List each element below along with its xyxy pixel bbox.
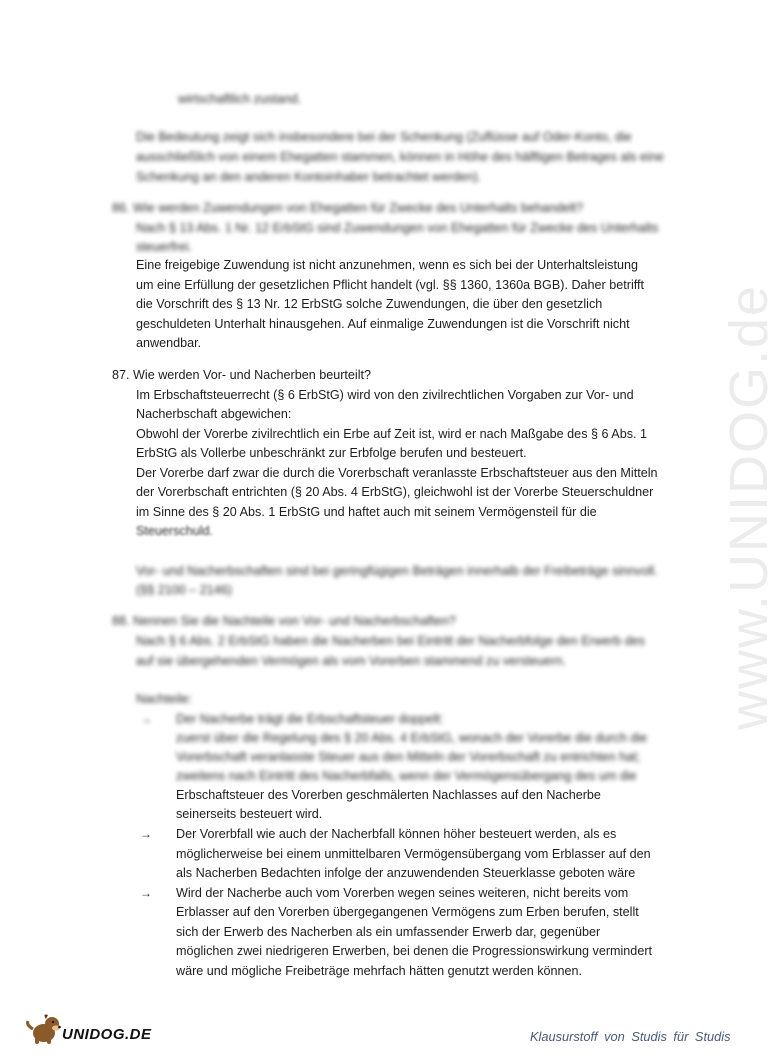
text-line: ErbStG als Vollerbe unbeschränkt zur Erbfolge berufen und besteuert.: [136, 446, 527, 460]
blurred-question-88: 88. Nennen Sie die Nachteile von Vor- und Nacherbschaften?: [112, 614, 456, 628]
arrow-icon: →: [140, 827, 152, 841]
blurred-line: zweitens nach Eintritt des Nacherbfalls, wenn der Vermögensübergang des um die: [176, 769, 637, 783]
blurred-line: Schenkung an den anderen Kontoinhaber betrachtet werden).: [136, 170, 482, 184]
text-line: im Sinne des § 20 Abs. 1 ErbStG und haftet auch mit seinem Vermögensteil für die: [136, 505, 597, 519]
blurred-line: Vor- und Nacherbschaften sind bei geringfügigen Beträgen innerhalb der Freibeträge sinnvoll.: [136, 564, 658, 578]
text-line: Eine freigebige Zuwendung ist nicht anzunehmen, wenn es sich bei der Unterhaltsleistung: [136, 258, 638, 272]
text-line: Erbschaftsteuer des Vorerben geschmälerten Nachlasses auf den Nacherbe: [176, 788, 601, 802]
blurred-line: Nach § 6 Abs. 2 ErbStG haben die Nacherben bei Eintritt der Nacherbfolge den Erwerb des: [136, 634, 645, 648]
logo-text: UNIDOG.DE: [62, 1026, 152, 1043]
text-line: wäre und mögliche Freibeträge mehrfach hätten genutzt werden können.: [176, 964, 583, 978]
text-line: seinerseits besteuert wird.: [176, 807, 323, 821]
blurred-line: Vorerbschaft veranlasste Steuer aus den Mitteln der Vorerbschaft zu entrichten hat;: [176, 750, 641, 764]
text-line: der Vorerbschaft entrichten (§ 20 Abs. 4 ErbStG), gleichwohl ist der Vorerbe Steuerschuldner: [136, 485, 654, 499]
text-line: die Vorschrift des § 13 Nr. 12 ErbStG solche Zuwendungen, die über den gesetzlich: [136, 297, 603, 311]
text-line: anwendbar.: [136, 336, 202, 350]
blurred-line: Die Bedeutung zeigt sich insbesondere bei der Schenkung (Zuflüsse auf Oder-Konto, die: [136, 130, 632, 144]
text-line: als Nacherben Bedachten infolge der anzuwendenden Steuerklasse geboten wäre: [176, 866, 636, 880]
blurred-line: Der Nacherbe trägt die Erbschaftsteuer doppelt:: [176, 712, 444, 726]
arrow-icon: →: [140, 886, 152, 900]
blurred-line: Nach § 13 Abs. 1 Nr. 12 ErbStG sind Zuwendungen von Ehegatten für Zwecke des Unterhalts: [136, 221, 659, 235]
text-line: möglicherweise bei einem unmittelbaren Vermögensübergang vom Erblasser auf den: [176, 847, 651, 861]
footer-tagline: Klausurstoff von Studis für Studis: [530, 1029, 731, 1044]
blurred-line: auf sie übergehenden Vermögen als vom Vorerben stammend zu versteuern.: [136, 654, 566, 668]
arrow-icon: →: [140, 712, 152, 726]
blurred-line: zuerst über die Regelung des § 20 Abs. 4 ErbStG, wonach der Vorerbe die durch die: [176, 731, 648, 745]
blurred-line: wirtschaftlich zustand.: [178, 92, 302, 106]
blurred-line: steuerfrei.: [136, 240, 192, 254]
text-line: um eine Erfüllung der gesetzlichen Pflicht handelt (vgl. §§ 1360, 1360a BGB). Daher betrifft: [136, 278, 645, 292]
text-line: Nacherbschaft abgewichen:: [136, 407, 292, 421]
text-line: geschuldeten Unterhalt hinausgehen. Auf einmalige Zuwendungen ist die Vorschrift nicht: [136, 317, 630, 331]
blurred-line: (§§ 2100 – 2146): [136, 583, 232, 597]
blurred-line: ausschließlich von einem Ehegatten stammen, können in Höhe des hälftigen Betrages als eine: [136, 150, 664, 164]
text-line: Obwohl der Vorerbe zivilrechtlich ein Erbe auf Zeit ist, wird er nach Maßgabe des § 6 Abs. 1: [136, 427, 647, 441]
text-line: Wird der Nacherbe auch vom Vorerben wegen seines weiteren, nicht bereits vom: [176, 886, 629, 900]
blurred-line: Nachteile:: [136, 692, 193, 706]
text-line: möglichen zwei niedrigeren Erwerben, bei denen die Progressionswirkung vermindert: [176, 944, 653, 958]
question-87: 87. Wie werden Vor- und Nacherben beurteilt?: [112, 368, 372, 382]
text-line: Steuerschuld.: [136, 524, 214, 538]
text-line: Der Vorerbe darf zwar die durch die Vorerbschaft veranlasste Erbschaftsteuer aus den Mitteln: [136, 466, 658, 480]
blurred-question-86: 86. Wie werden Zuwendungen von Ehegatten für Zwecke des Unterhalts behandelt?: [112, 201, 584, 215]
text-line: Der Vorerbfall wie auch der Nacherbfall können höher besteuert werden, als es: [176, 827, 617, 841]
watermark: www.UNIDOG.de: [719, 283, 779, 730]
text-line: sich der Erwerb des Nacherben als ein umfassender Erwerb dar, gegenüber: [176, 925, 601, 939]
text-line: Erblasser auf den Vorerben übergegangenen Vermögens zum Erben berufen, stellt: [176, 905, 639, 919]
text-line: Im Erbschaftsteuerrecht (§ 6 ErbStG) wird von den zivilrechtlichen Vorgaben zur Vor- und: [136, 388, 634, 402]
